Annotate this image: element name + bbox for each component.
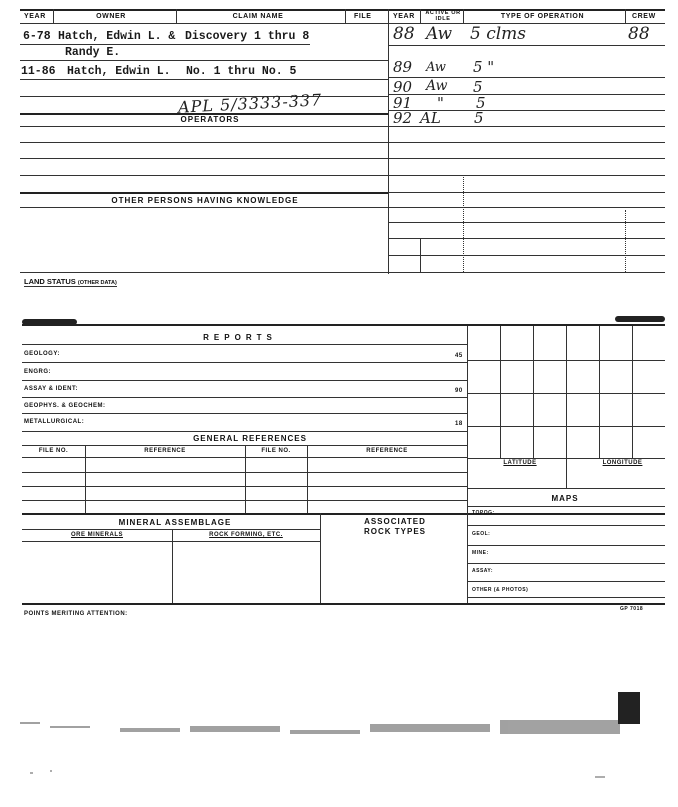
row-rule bbox=[22, 431, 467, 432]
row-rule bbox=[467, 545, 665, 546]
row-rule bbox=[20, 60, 388, 61]
row-rule bbox=[388, 94, 665, 95]
header-bottom-rule bbox=[20, 23, 665, 24]
operation-1-type: 5 clms bbox=[470, 24, 527, 44]
type-operation-header: TYPE OF OPERATION bbox=[500, 13, 585, 20]
owner-row-1-owner-line2: Randy E. bbox=[65, 46, 121, 59]
gr-col-reference-2: REFERENCE bbox=[366, 448, 408, 454]
operation-4-type: 5 bbox=[476, 94, 486, 112]
maps-other: OTHER (& PHOTOS) bbox=[472, 587, 529, 593]
row-rule bbox=[22, 529, 320, 530]
ore-minerals-label: ORE MINERALS bbox=[70, 532, 123, 538]
other-persons-label: OTHER PERSONS HAVING KNOWLEDGE bbox=[111, 196, 299, 205]
operation-3-status: Aw bbox=[426, 78, 448, 94]
claim-name-header: CLAIM NAME bbox=[232, 13, 284, 20]
scan-block bbox=[618, 692, 640, 724]
maps-geol: GEOL: bbox=[472, 531, 491, 537]
row-rule bbox=[388, 192, 665, 193]
divider bbox=[320, 513, 321, 604]
report-engrg: ENGRG: bbox=[24, 369, 51, 375]
row-rule bbox=[20, 272, 665, 273]
row-rule bbox=[388, 45, 665, 46]
associated-label: ASSOCIATED bbox=[364, 517, 426, 526]
operation-5-status: AL bbox=[420, 109, 441, 127]
grid-line bbox=[566, 326, 567, 488]
owner-row-1-year: 6-78 bbox=[23, 30, 51, 43]
operation-1-year: 88 bbox=[393, 24, 415, 44]
operation-4-year: 91 bbox=[393, 94, 413, 112]
rock-types-label: ROCK TYPES bbox=[363, 527, 426, 536]
row-rule bbox=[20, 44, 310, 45]
row-rule bbox=[388, 222, 665, 223]
owner-row-1-owner: Hatch, Edwin L. & bbox=[58, 30, 176, 43]
form-number: GP 7018 bbox=[620, 606, 644, 612]
divider bbox=[463, 175, 464, 272]
divider bbox=[172, 529, 173, 604]
report-metallurgical-num: 18 bbox=[455, 421, 463, 427]
divider bbox=[53, 9, 54, 23]
operation-4-status: " bbox=[437, 94, 444, 112]
row-rule bbox=[22, 380, 467, 381]
grid-line bbox=[467, 458, 665, 459]
row-rule bbox=[467, 563, 665, 564]
land-status-label: LAND STATUS bbox=[24, 277, 76, 286]
row-rule bbox=[467, 597, 665, 598]
maps-topog: TOPOG: bbox=[472, 510, 495, 516]
file-header: FILE bbox=[354, 13, 372, 20]
row-rule bbox=[22, 397, 467, 398]
operation-5-type: 5 bbox=[474, 109, 484, 127]
owner-row-2-claim: No. 1 thru No. 5 bbox=[186, 65, 297, 78]
divider bbox=[307, 445, 308, 513]
grid-line bbox=[467, 426, 665, 427]
crew-header: CREW bbox=[632, 13, 656, 20]
gr-col-file-no-2: FILE NO. bbox=[261, 448, 291, 454]
divider bbox=[176, 9, 177, 23]
report-geophys: GEOPHYS. & GEOCHEM: bbox=[24, 403, 106, 409]
scan-mark bbox=[615, 316, 665, 322]
operation-5-year: 92 bbox=[393, 109, 413, 127]
year-right-header: YEAR bbox=[393, 13, 415, 20]
points-meriting-attention-label: POINTS MERITING ATTENTION: bbox=[24, 611, 128, 617]
row-rule bbox=[20, 158, 665, 159]
divider bbox=[420, 9, 421, 23]
grid-line bbox=[467, 393, 665, 394]
row-rule bbox=[20, 126, 388, 127]
row-rule bbox=[20, 207, 388, 208]
maps-assay: ASSAY: bbox=[472, 568, 494, 574]
divider bbox=[463, 9, 464, 23]
section-rule bbox=[22, 603, 665, 605]
row-rule bbox=[467, 525, 665, 526]
owner-header: OWNER bbox=[96, 13, 126, 20]
row-rule bbox=[20, 79, 388, 80]
top-border bbox=[20, 9, 665, 11]
row-rule bbox=[388, 126, 665, 127]
maps-mine: MINE: bbox=[472, 550, 489, 556]
operation-3-year: 90 bbox=[393, 78, 413, 96]
general-references-title: GENERAL REFERENCES bbox=[193, 434, 307, 443]
operation-2-status: Aw bbox=[426, 60, 446, 75]
grid-line bbox=[599, 326, 600, 458]
grid-line bbox=[632, 326, 633, 458]
row-rule bbox=[388, 207, 665, 208]
row-rule bbox=[20, 175, 665, 176]
gr-col-reference: REFERENCE bbox=[144, 448, 186, 454]
active-idle-header: ACTIVE OR IDLE bbox=[425, 10, 461, 22]
operators-label: OPERATORS bbox=[180, 115, 240, 124]
row-rule bbox=[22, 541, 320, 542]
operation-2-type: 5 " bbox=[473, 58, 495, 76]
longitude-label: LONGITUDE bbox=[602, 460, 643, 466]
row-rule bbox=[20, 192, 388, 194]
reports-title: REPORTS bbox=[203, 333, 277, 342]
row-rule bbox=[388, 255, 665, 256]
row-rule bbox=[388, 238, 665, 239]
row-rule bbox=[22, 513, 665, 515]
report-geology-num: 45 bbox=[455, 353, 463, 359]
operation-3-type: 5 bbox=[473, 78, 483, 96]
mineral-assemblage-title: MINERAL ASSEMBLAGE bbox=[118, 518, 232, 527]
grid-line bbox=[500, 326, 501, 458]
file-note-handwritten: APL 5/3333-337 bbox=[177, 90, 323, 117]
section-rule bbox=[22, 324, 665, 326]
row-rule bbox=[22, 413, 467, 414]
divider bbox=[625, 210, 626, 272]
operation-2-year: 89 bbox=[393, 58, 413, 76]
row-rule bbox=[20, 142, 665, 143]
grid-line bbox=[467, 360, 665, 361]
divider bbox=[345, 9, 346, 23]
row-rule bbox=[467, 488, 665, 489]
gr-col-file-no: FILE NO. bbox=[38, 448, 69, 454]
grid-line bbox=[533, 326, 534, 458]
year-header: YEAR bbox=[24, 13, 46, 20]
report-assay-num: 90 bbox=[455, 388, 463, 394]
land-status-heading bbox=[24, 277, 117, 287]
divider bbox=[85, 445, 86, 513]
report-metallurgical: METALLURGICAL: bbox=[24, 419, 85, 425]
land-status-sublabel: (OTHER DATA) bbox=[77, 280, 117, 286]
report-assay: ASSAY & IDENT: bbox=[24, 386, 79, 392]
operation-1-crew: 88 bbox=[628, 24, 650, 44]
scan-noise bbox=[20, 690, 670, 790]
row-rule bbox=[467, 581, 665, 582]
report-geology: GEOLOGY: bbox=[24, 351, 60, 357]
operation-1-status: Aw bbox=[426, 24, 453, 44]
row-rule bbox=[22, 344, 467, 345]
row-rule bbox=[22, 362, 467, 363]
rock-forming-label: ROCK FORMING, ETC. bbox=[209, 532, 283, 538]
divider bbox=[245, 445, 246, 513]
divider bbox=[420, 238, 421, 272]
maps-title: MAPS bbox=[551, 494, 579, 503]
divider bbox=[625, 9, 626, 23]
owner-row-2-owner: Hatch, Edwin L. bbox=[67, 65, 171, 78]
row-rule bbox=[467, 506, 665, 507]
owner-row-1-claim: Discovery 1 thru 8 bbox=[185, 30, 310, 43]
owner-row-2-year: 11-86 bbox=[21, 65, 56, 78]
latitude-label: LATITUDE bbox=[503, 460, 537, 466]
